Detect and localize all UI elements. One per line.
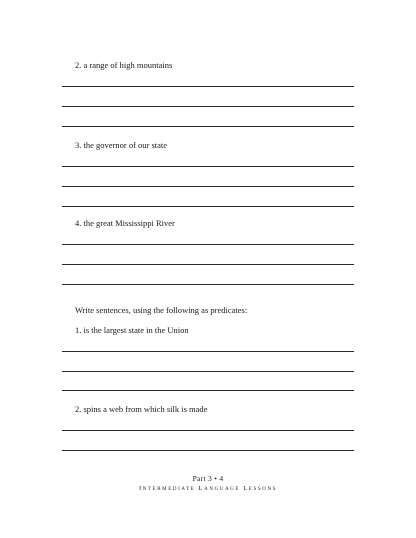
instruction-text: Write sentences, using the following as predicates: (75, 305, 248, 315)
exercise-item-mountains: 2. a range of high mountains (75, 60, 173, 70)
answer-line[interactable] (62, 244, 354, 245)
answer-line[interactable] (62, 206, 354, 207)
answer-line[interactable] (62, 166, 354, 167)
page-number: Part 3 • 4 (192, 474, 224, 483)
answer-line[interactable] (62, 264, 354, 265)
exercise-item-governor: 3. the governor of our state (75, 140, 168, 150)
answer-line[interactable] (62, 351, 354, 352)
book-title: Intermediate Language Lessons (138, 485, 278, 492)
answer-line[interactable] (62, 390, 354, 391)
answer-line[interactable] (62, 186, 354, 187)
answer-line[interactable] (62, 371, 354, 372)
answer-line[interactable] (62, 430, 354, 431)
exercise-item-silk-web: 2. spins a web from which silk is made (75, 404, 208, 414)
answer-line[interactable] (62, 86, 354, 87)
answer-line[interactable] (62, 106, 354, 107)
exercise-item-largest-state: 1. is the largest state in the Union (75, 325, 189, 335)
answer-line[interactable] (62, 450, 354, 451)
answer-line[interactable] (62, 126, 354, 127)
exercise-item-mississippi: 4. the great Mississippi River (75, 218, 175, 228)
answer-line[interactable] (62, 284, 354, 285)
